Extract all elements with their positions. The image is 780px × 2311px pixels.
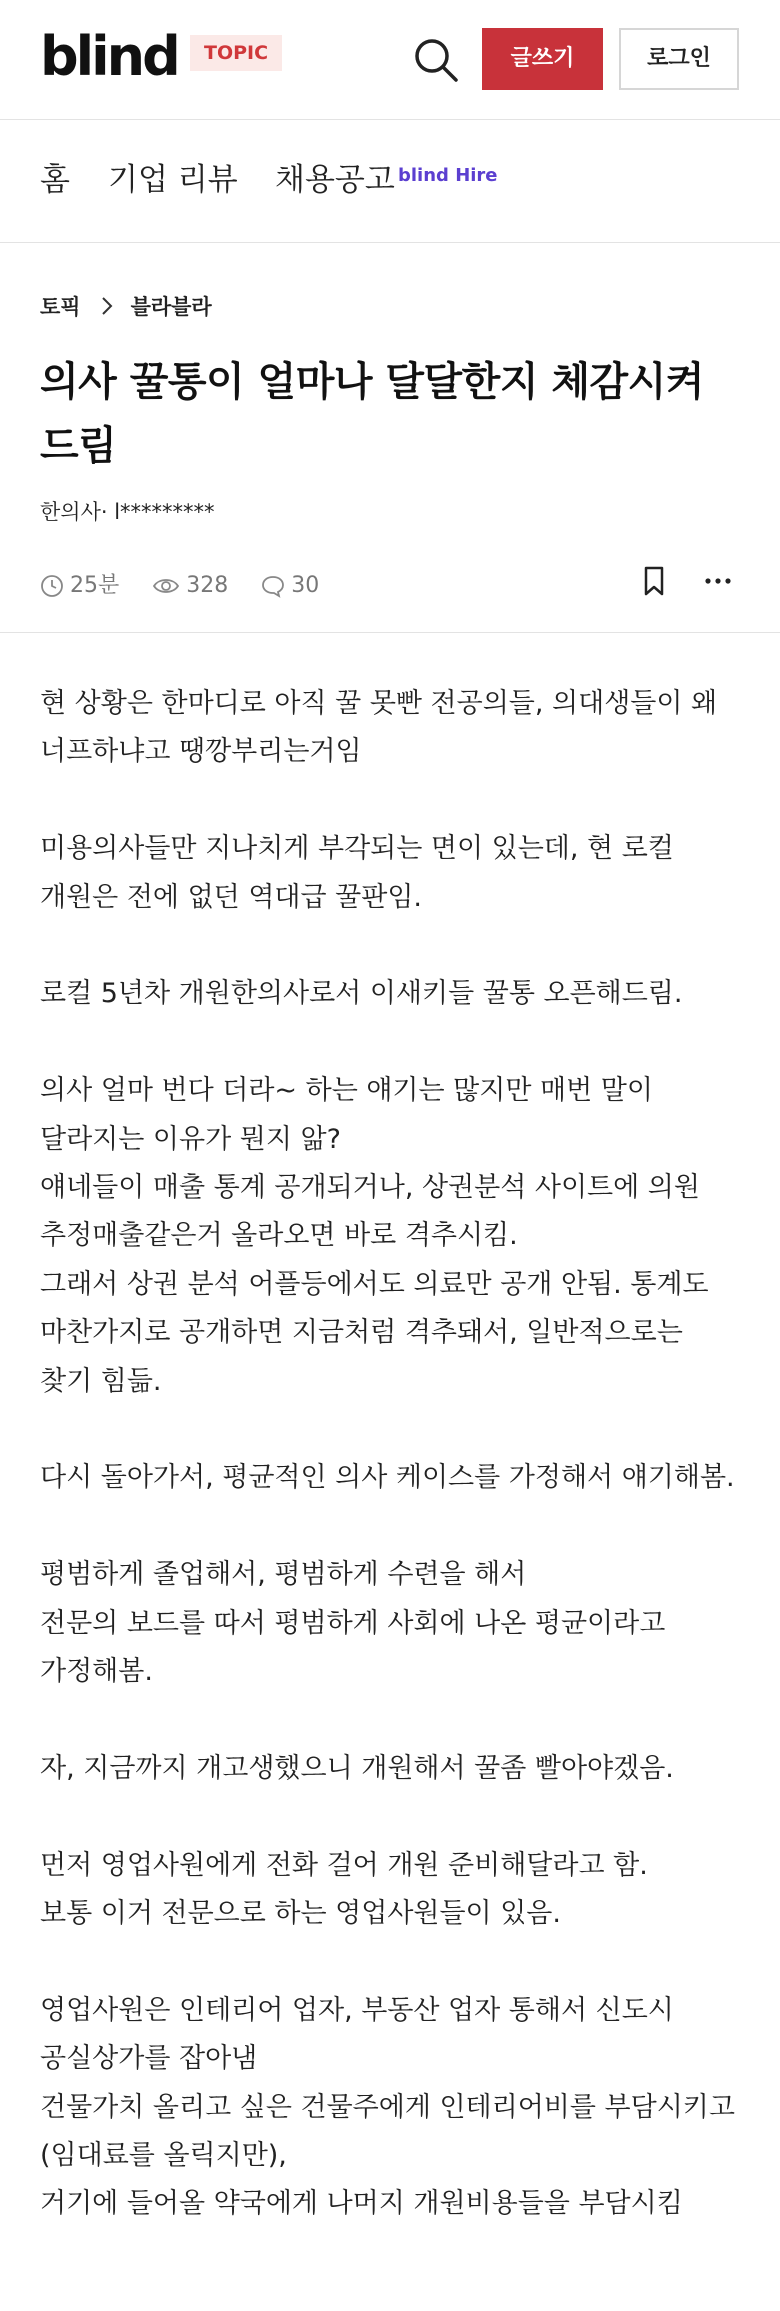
post-comments[interactable] [261,568,319,604]
post-paragraph-line: 현 상황은 한마디로 아직 꿀 못빤 전공의들, 의대생들이 왜 너프하냐고 땡깡부리는거임 [40,688,718,768]
post-paragraph-line: 먼저 영업사원에게 전화 걸어 개원 준비해달라고 함. [40,1849,648,1881]
post-comments-value: 30 [291,573,320,598]
breadcrumb-channel[interactable]: 블라블라 [130,295,212,319]
search-icon [410,34,462,86]
post-body [40,680,740,2277]
blind-hire-badge: blind Hire [398,165,498,186]
post-paragraph [40,1067,740,1406]
post-paragraph-line: 다시 돌아가서, 평균적인 의사 케이스를 가정해서 얘기해봄. [40,1462,735,1494]
post-paragraph-line: 영업사원은 인테리어 업자, 부동산 업자 통해서 신도시 공실상가를 잡아냄 [40,1994,674,2075]
eye-icon [152,574,180,598]
post-paragraph [40,825,740,922]
chevron-right-icon [101,290,113,324]
more-options-button[interactable] [700,564,736,598]
post-paragraph-line: 건물가치 올리고 싶은 건물주에게 인테리어비를 부담시키고(임대료를 올릭지만), [40,2091,735,2172]
post-meta [40,568,345,604]
post-paragraph-line: 미용의사들만 지나치게 부각되는 면이 있는데, 현 로컬 개원은 전에 없던 역대급 꿀판임. [40,833,674,913]
post-paragraph-line: 보통 이거 전문으로 하는 영업사원들이 있음. [40,1898,561,1930]
nav-jobs[interactable]: 채용공고 [275,162,395,198]
bookmark-icon [640,564,668,598]
post-title: 의사 꿀통이 얼마나 달달한지 체감시켜드림 [40,359,704,469]
post-paragraph [40,680,740,777]
post-views-value: 328 [186,573,229,598]
post-paragraph-line: 전문의 보드를 따서 평범하게 사회에 나온 평균이라고 가정해봄. [40,1607,666,1688]
nav-home[interactable]: 홈 [40,162,70,198]
post-paragraph [40,1551,740,1696]
search-button[interactable] [410,34,462,86]
post-time-value: 25분 [70,573,120,598]
post-paragraph-line: 평범하게 졸업해서, 평범하게 수련을 해서 [40,1559,527,1591]
comment-icon [261,574,285,598]
post-paragraph-line: 거기에 들어올 약국에게 나머지 개원비용들을 부담시킴 [40,2188,683,2220]
post-paragraph-line: 로컬 5년차 개원한의사로서 이새키들 꿀통 오픈해드림. [40,978,683,1010]
clock-icon [40,574,64,598]
write-button[interactable]: 글쓰기 [482,28,603,90]
bookmark-button[interactable] [640,564,668,598]
post-paragraph [40,1454,740,1502]
post-views [152,568,228,604]
breadcrumb-topic[interactable]: 토픽 [40,295,81,319]
post-paragraph [40,1745,740,1793]
post-paragraph [40,1987,740,2229]
breadcrumb [40,290,212,324]
post-author: 한의사· l********* [40,500,215,524]
post-paragraph [40,1842,740,1939]
topic-badge: TOPIC [190,35,282,71]
post-paragraph-line: 의사 얼마 번다 더라~ 하는 얘기는 많지만 매번 말이 달라지는 이유가 뭔지 앎? [40,1075,653,1155]
nav-company-review[interactable]: 기업 리뷰 [108,162,238,198]
more-dots-icon [700,564,736,598]
post-paragraph [40,970,740,1018]
login-button[interactable]: 로그인 [619,28,739,90]
site-header [0,0,780,120]
content-divider [0,632,780,633]
post-paragraph-line: 그래서 상권 분석 어플등에서도 의료만 공개 안됨. 통계도 마찬가지로 공개하면 지금처럼 격추돼서, 일반적으로는 찾기 힘듦. [40,1268,709,1397]
blind-logo[interactable]: blind [40,25,178,88]
post-paragraph-line: 얘네들이 매출 통계 공개되거나, 상권분석 사이트에 의원 추정매출같은거 올라오면 바로 격추시킴. [40,1172,700,1252]
main-nav [0,120,780,243]
post-time [40,568,119,604]
post-paragraph-line: 자, 지금까지 개고생했으니 개원해서 꿀좀 빨아야겠음. [40,1752,674,1784]
